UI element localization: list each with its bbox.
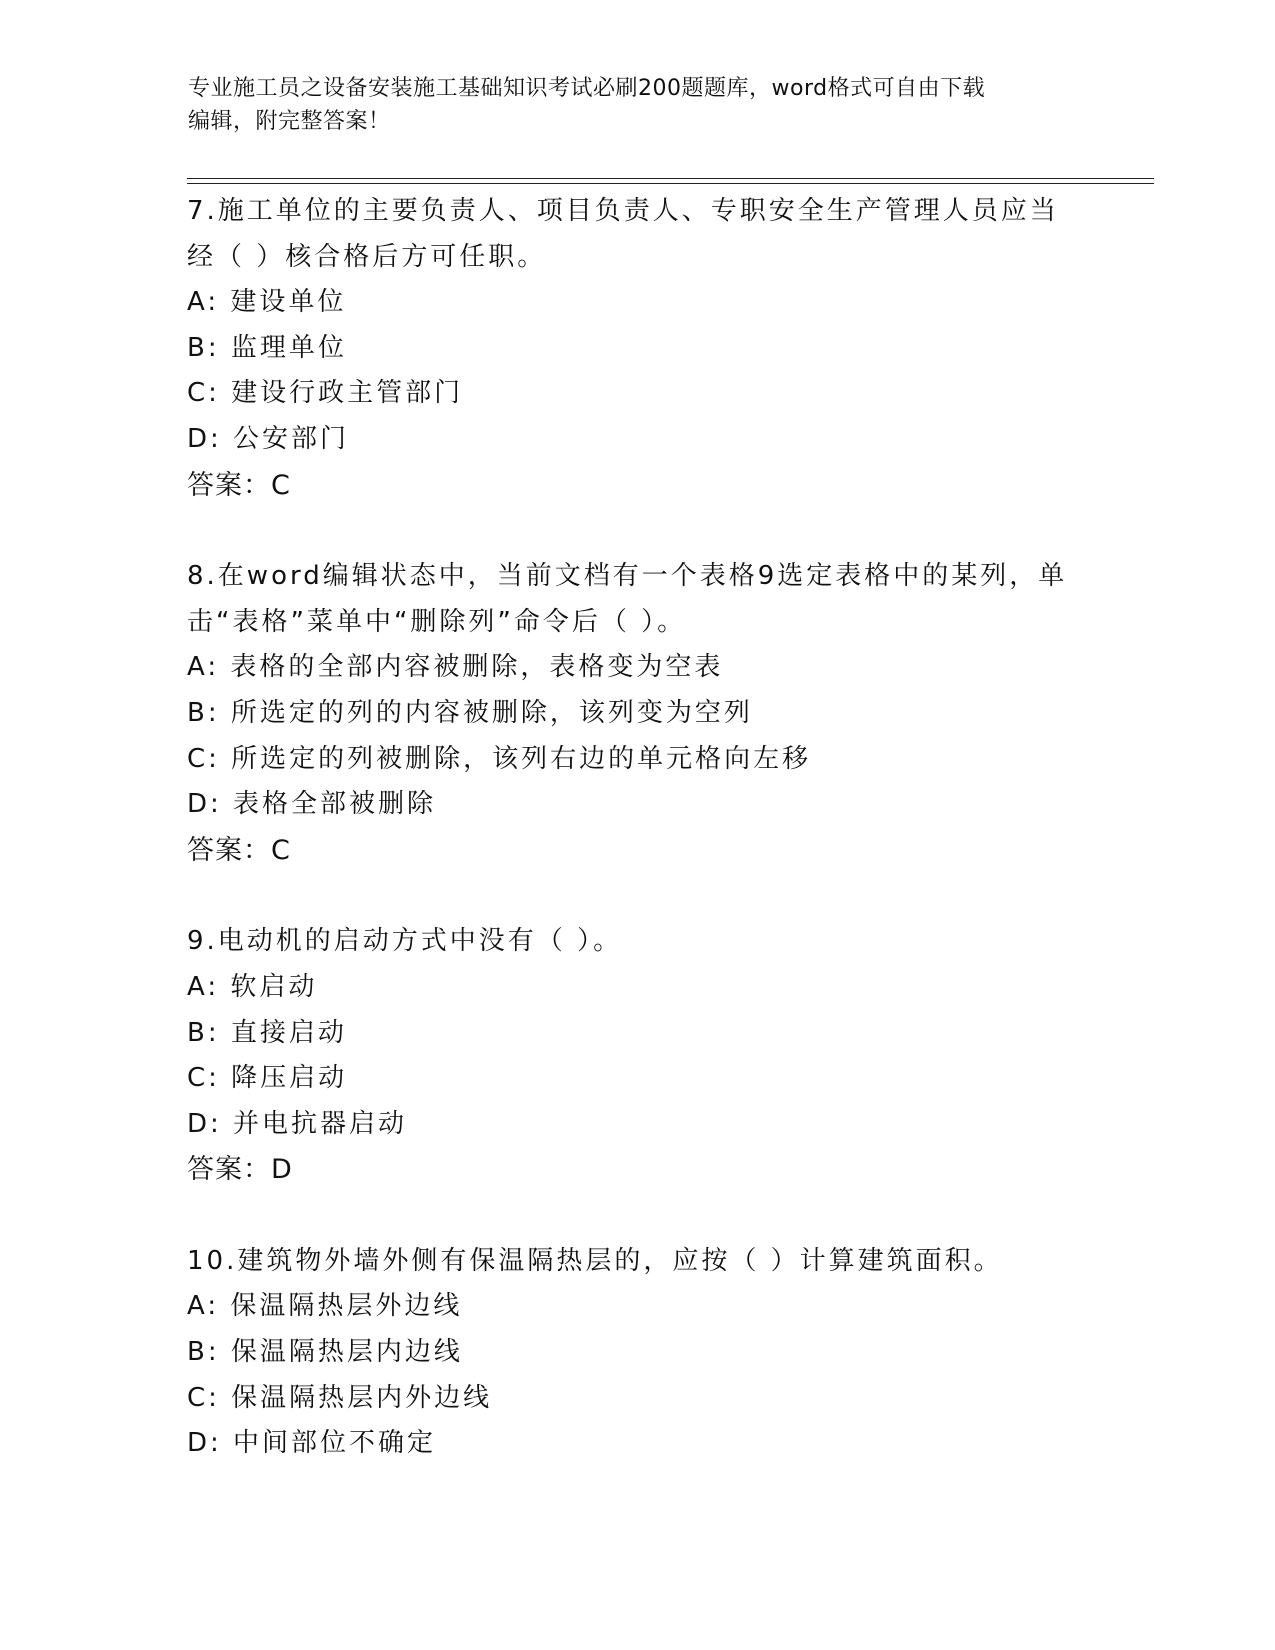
question-7 (187, 189, 1087, 508)
option-b: B: 直接启动 (187, 1017, 347, 1048)
question-stem-line: 8.在word编辑状态中，当前文档有一个表格9选定表格中的某列，单 (187, 561, 1068, 592)
question-8 (187, 554, 1087, 873)
answer-line: 答案：D (187, 1154, 293, 1186)
question-stem-line: 10.建筑物外墙外侧有保温隔热层的，应按（ ）计算建筑面积。 (187, 1245, 1003, 1276)
header-divider-bottom (187, 183, 1154, 184)
question-stem-line: 击“表格”菜单中“删除列”命令后（ ）。 (187, 606, 687, 637)
option-d: D: 中间部位不确定 (187, 1428, 437, 1459)
answer-line: 答案：C (187, 834, 291, 866)
question-9 (187, 919, 1087, 1193)
question-stem-line: 9.电动机的启动方式中没有（ ）。 (187, 926, 623, 957)
option-c: C: 所选定的列被删除，该列右边的单元格向左移 (187, 743, 812, 774)
option-d: D: 公安部门 (187, 423, 350, 454)
option-b: B: 监理单位 (187, 332, 347, 363)
question-stem-line: 经（ ）核合格后方可任职。 (187, 241, 547, 272)
option-a: A: 表格的全部内容被删除，表格变为空表 (187, 652, 724, 683)
header-line-1: 专业施工员之设备安装施工基础知识考试必刷200题题库，word格式可自由下载 (188, 76, 986, 101)
option-b: B: 保温隔热层内边线 (187, 1337, 463, 1368)
option-c: C: 保温隔热层内外边线 (187, 1382, 493, 1413)
option-a: A: 建设单位 (187, 287, 347, 318)
document-header (188, 72, 1088, 138)
question-10 (187, 1239, 1087, 1467)
option-b: B: 所选定的列的内容被删除，该列变为空列 (187, 697, 753, 728)
option-c: C: 降压启动 (187, 1063, 348, 1094)
option-d: D: 并电抗器启动 (187, 1108, 408, 1139)
option-a: A: 保温隔热层外边线 (187, 1291, 463, 1322)
option-d: D: 表格全部被删除 (187, 789, 437, 820)
option-a: A: 软启动 (187, 971, 318, 1002)
option-c: C: 建设行政主管部门 (187, 378, 464, 409)
header-line-2: 编辑，附完整答案！ (188, 109, 391, 134)
answer-line: 答案：C (187, 469, 291, 501)
header-divider-top (187, 178, 1154, 179)
question-list (187, 189, 1087, 1513)
question-stem-line: 7.施工单位的主要负责人、项目负责人、专职安全生产管理人员应当 (187, 196, 1059, 226)
